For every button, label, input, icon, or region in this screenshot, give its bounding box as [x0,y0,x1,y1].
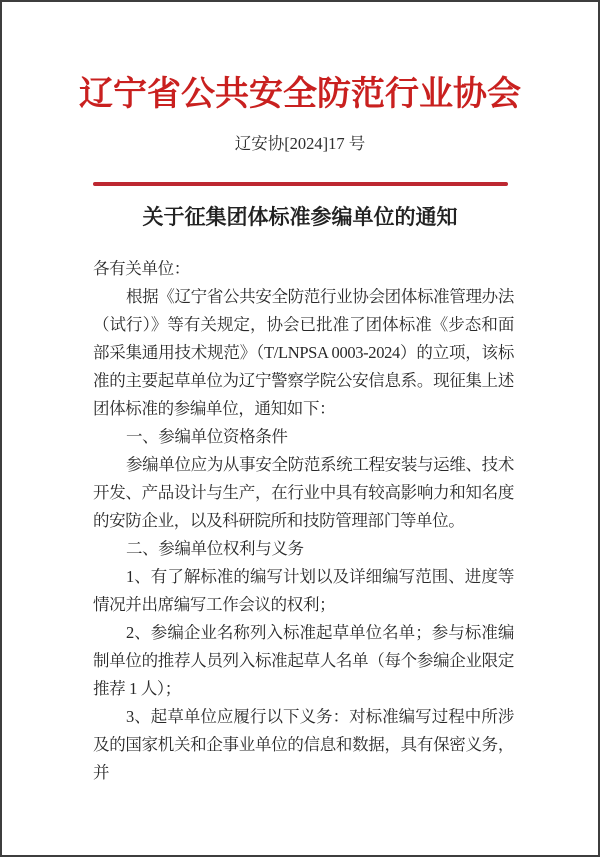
paragraph-obligation-3: 3、起草单位应履行以下义务：对标准编写过程中所涉及的国家机关和企事业单位的信息和数据，具有保密义务，并 [93,707,514,782]
red-divider-line [93,182,508,186]
section-heading-1: 一、参编单位资格条件 [126,427,288,446]
notice-title: 关于征集团体标准参编单位的通知 [142,205,458,229]
document-body [93,255,514,787]
org-masthead: 辽宁省公共安全防范行业协会 [79,76,521,113]
section-heading-2: 二、参编单位权利与义务 [126,539,304,558]
paragraph-qualifications: 参编单位应为从事安全防范系统工程安装与运维、技术开发、产品设计与生产，在行业中具有较高影响力和知名度的安防企业，以及科研院所和技防管理部门等单位。 [93,455,514,530]
paragraph-intro: 根据《辽宁省公共安全防范行业协会团体标准管理办法（试行）》等有关规定，协会已批准了团体标准《步态和面部采集通用技术规范》（T/LNPSA 0003-2024）的立项，该标准的主要起草单位为辽宁警察学院公安信息系。现征集上述团体标准的参编单位，通知如下： [93,287,514,418]
paragraph-right-2: 2、参编企业名称列入标准起草单位名单；参与标准编制单位的推荐人员列入标准起草人名单（每个参编企业限定推荐 1 人）； [93,623,514,698]
paragraph-right-1: 1、有了解标准的编写计划以及详细编写范围、进度等情况并出席编写工作会议的权利； [93,567,514,614]
document-number: 辽安协[2024]17 号 [234,134,366,153]
salutation: 各有关单位： [93,259,190,278]
